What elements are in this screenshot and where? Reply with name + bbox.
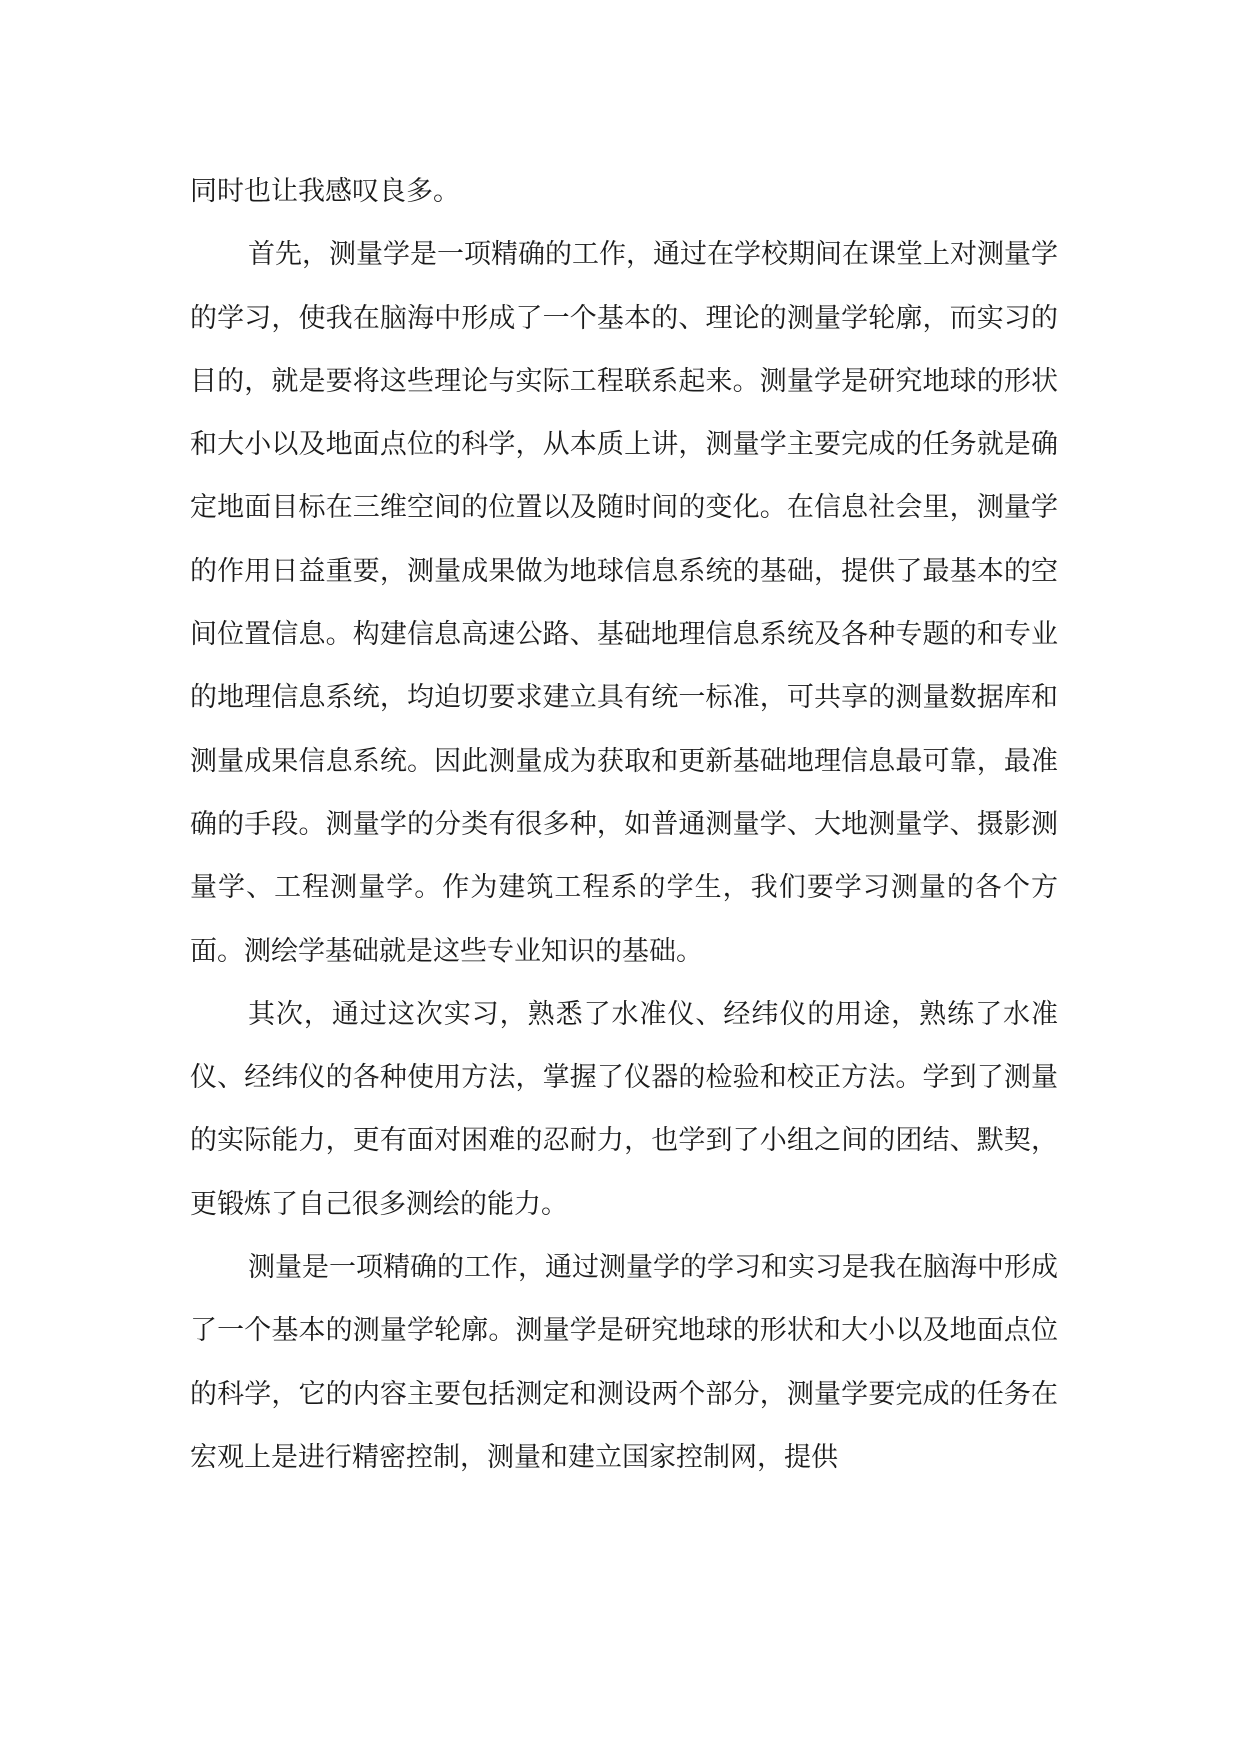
document-page	[190, 160, 1058, 1600]
paragraph-2: 首先，测量学是一项精确的工作，通过在学校期间在课堂上对测量学的学习，使我在脑海中形成了一个基本的、理论的测量学轮廓，而实习的目的，就是要将这些理论与实际工程联系起来。测量学是研究地球的形状和大小以及地面点位的科学，从本质上讲，测量学主要完成的任务就是确定地面目标在三维空间的位置以及随时间的变化。在信息社会里，测量学的作用日益重要，测量成果做为地球信息系统的基础，提供了最基本的空间位置信息。构建信息高速公路、基础地理信息系统及各种专题的和专业的地理信息系统，均迫切要求建立具有统一标准，可共享的测量数据库和测量成果信息系统。因此测量成为获取和更新基础地理信息最可靠，最准确的手段。测量学的分类有很多种，如普通测量学、大地测量学、摄影测量学、工程测量学。作为建筑工程系的学生，我们要学习测量的各个方面。测绘学基础就是这些专业知识的基础。	[190, 239, 1058, 967]
paragraph-4: 测量是一项精确的工作，通过测量学的学习和实习是我在脑海中形成了一个基本的测量学轮廓。测量学是研究地球的形状和大小以及地面点位的科学，它的内容主要包括测定和测设两个部分，测量学要完成的任务在宏观上是进行精密控制，测量和建立国家控制网，提供	[190, 1252, 1058, 1473]
paragraph-3: 其次，通过这次实习，熟悉了水准仪、经纬仪的用途，熟练了水准仪、经纬仪的各种使用方法，掌握了仪器的检验和校正方法。学到了测量的实际能力，更有面对困难的忍耐力，也学到了小组之间的团结、默契，更锻炼了自己很多测绘的能力。	[190, 998, 1058, 1220]
paragraph-1: 同时也让我感叹良多。	[190, 176, 460, 207]
